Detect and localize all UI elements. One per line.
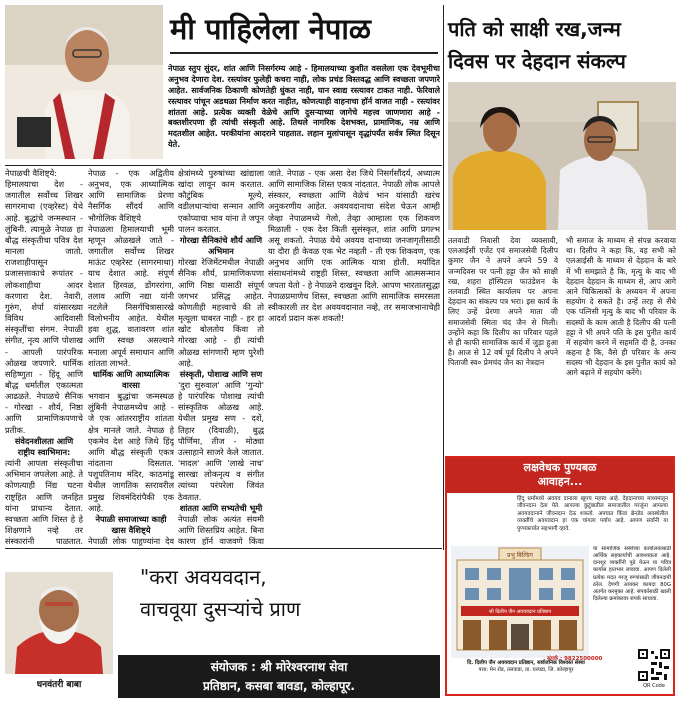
ad-footer (451, 660, 601, 674)
building-illustration (451, 546, 589, 658)
article1-col2-subhead-1: धार्मिक आणि आध्यात्मिक वारसा (92, 368, 170, 390)
baba-photo (5, 572, 113, 674)
article2-headline-line2: दिवस पर देहदान संकल्प (448, 49, 626, 73)
couple-photo (448, 82, 676, 230)
article1-col3-subhead-1: गोरखा सैनिकांचे शौर्य आणि अभिमान (179, 234, 263, 257)
article1-col3-text-c: 'दुरा सुरुवाल' आणि 'गुन्यो' हे पारंपरिक पोशाख त्यांची सांस्कृतिक ओळख आहे. येथील प्रमुख सण - दशें, तिहार (दिवाळी), बुद्ध पौर्णिमा, तीज - मोठ्या उत्साहाने साजरे केले जातात. 'मादल' आणि 'लाखे नाच' सारखा लोकनृत्य व संगीत त्यांच्या परंपरेला जिवंत ठेवतात. (178, 379, 264, 502)
article1-col3-subhead-2: संस्कृती, पोशाख आणि सण (179, 368, 263, 379)
qr-label: QR Code (643, 683, 665, 689)
qr-code-icon (637, 648, 671, 682)
ad-title-line1: लक्षवेधक पुण्यबळ (523, 461, 597, 474)
article2-col1: तलवाडी निवासी देवा व्यवसायी, एलआईसी एजेंट एवं समाजसेवी दिलीप कुमार जैन ने अपने अपने 59 वे जन्मदिवस पर पत्नी हट्टा जैन को साक्षी रख, शहरा हॉस्पिटल फाउंडेशन के तलवाडी स्थित कार्यालय पर अपना देहदान का संकल्प पत्र भरा। इस कार्य के लिए उन्हें प्रेरणा अपने माता जी समाजसेवी स्मिता चंद जैन से मिली। उन्होंने कहा कि दिलीप का परिवार पहले से ही काफी सामाजिक कार्य में जुड़ा हुआ है। आज से 12 वर्ष पूर्व दिलीप ने अपने पिताजी स्व० प्रेमचंद जैन का नेत्रदान (448, 236, 558, 368)
quote-top-rule (5, 548, 442, 549)
ad-body-1: हिंदू धर्मामध्ये अवयव दानाला खूपच महत्त्व आहे. देहदानाच्या माध्यमातून जीवनदान देता येते. आपल्या कुटुंबातील समाजातील गरजूंना आपल्या अवयवदानाने जीवनदान देऊ शकतो. अपघात किंवा ब्रेनडेड अवस्थेतील व्यक्तींचे अवयवदान हा एक चांगला पर्याय आहे. आपण सर्वांनी या पुण्यकार्यात सहभागी व्हावे. (517, 496, 668, 532)
baba-portrait (5, 572, 113, 674)
article1-col1 (5, 168, 83, 546)
speaker-portrait (5, 5, 163, 159)
couple-image (448, 82, 676, 230)
organizer-line1: संयोजक : श्री मोरेश्वरनाथ सेवा (210, 660, 348, 674)
article1-col2 (88, 168, 174, 546)
building-sign: प्रभु बिल्डिंग (507, 552, 533, 559)
article1-col2-text: नेपाळ - एक अद्वितीय अनुभव, एक आध्यात्मिक आणि सामाजिक प्रेरणा नैसर्गिक सौंदर्य आणि भौगोलिक वैशिष्ट्ये नेपाळला हिमालयाची भूमी म्हणून ओळखले जाते - जगातील सर्वोच्च शिखर माऊंट एव्हरेस्ट (सागरमाथा) याच देशात आहे. संपूर्ण देशात हिरवळ, डोंगररांगा, तलाव आणि नद्या यांनी नटलेले निसर्गचित्रासारखे विलोभनीय आहेत. येथील हवा शुद्ध, वातावरण शांत आणि स्वच्छ असल्याने मनाला अपूर्व समाधान आणि शांतता लाभते. (88, 168, 174, 368)
article1-col2-text-c: नेपाळी लोक पाहुण्यांना देव (88, 536, 174, 546)
building-banner: श्री दिलीप जैन अवयवदान प्रतिष्ठान (488, 609, 552, 615)
article1-col1-subhead: संवेदनशीलता आणि राष्ट्रीय स्वाभिमान: (14, 435, 74, 457)
article1-col1-text-b: त्यांनी आपला संस्कृतीचा अभिमान जपलेला आहे. ते कोणत्याही निंद्य घटना राष्ट्रहित आणि जनहित यांना प्राधान्य देतात. स्वच्छता आणि शिस्त हे हे शिक्षणाने नव्हे तर संस्कारांनी पाळतात. (5, 458, 83, 546)
donation-ad (445, 456, 675, 696)
ad-footer-line1: दि. दिलीप जैन अवयवदान प्रतिष्ठान, सार्वजनिक विश्वस्त संस्था (467, 660, 585, 666)
column-divider (5, 165, 442, 166)
baba-caption: धनवंतरी बाबा (36, 680, 82, 690)
ad-header (447, 458, 673, 493)
article1-col4: जाते. नेपाळ - एक असा देश जिथे निसर्गसौंदर्य, अध्यात्म आणि सामाजिक शिस्त एकत्र नांदतात. नेपाळी लोक आपले संस्कार, स्वच्छता आणि वेळेचं भान यांसाठी खरंच अनुकरणीय आहेत. अवयवदानाचा संदेश घेऊन आम्ही जेव्हा नेपाळमध्ये गेलो, तेव्हा आम्हाला एक शिकवण मिळाली - एक देश किती सुसंस्कृत, शांत आणि प्रगल्भ असू शकतो. नेपाळ येथे अवयव दानाच्या जनजागृतीसाठी या दौरा ही केवळ एक भेट नव्हती - ती एक शिकवण, एक अनुभव आणि एक आत्मिक यात्रा होती. मर्यादित संसाधनांमध्ये राष्ट्रही शिस्त, स्वच्छता आणि आत्मसन्मान जपता येतो - हे नेपाळने दाखवून दिले. आपण भारतातसुद्धा नेपाळप्रमाणेच शिस्त, स्वच्छता आणि सामाजिक समरसता स्वीकारली तर देश अवयवदानात नव्हे, तर समाजभानाचेही आदर्श प्रदान करू शकतो! (268, 168, 440, 324)
article1-col3-text: क्षेत्रांमध्ये पुरुषांच्या खांद्याला खांदा लावून काम करतात. कौटुंबिक मूल्ये, वडीलधाऱ्यांचा सन्मान आणि एकोप्याचा भाव यांना ते जपून पालन करतात. (178, 168, 264, 234)
quote-line2: वाचवूया दुसऱ्यांचे प्राण (140, 597, 301, 621)
article1-col3-text-d: नेपाळी लोक अत्यंत संयमी आणि शिस्तप्रिय आहेत. बिना कारण हॉर्न वाजवणे किंवा (178, 513, 264, 546)
quote-line1: "करा अवयवदान, (140, 565, 267, 589)
ad-phone: संपर्क : 9822500000 (547, 656, 603, 662)
article1-headline: मी पाहिलेला नेपाळ (170, 12, 371, 46)
article1-col3-subhead-3: शांतता आणि सभ्यतेची भूमी (179, 502, 263, 513)
ad-title-line2: आवाहन... (537, 475, 583, 488)
article1-col2-subhead-2: नेपाळी समाजाच्या काही खास वैशिष्ट्ये (95, 513, 167, 535)
article1-col2-text-b: भगवान बुद्धांचा जन्मस्थळ लुंबिनी नेपाळमध्येच आहे - जे एक आंतरराष्ट्रीय शांतता क्षेत्र मानले जाते. नेपाळ हे एकमेव देश आहे जिथे हिंदू आणि बौद्ध संस्कृती एकत्र नांदताना दिसतात. पशुपतिनाथ मंदिर, काठमांडू येथील जागतिक स्तरावरील प्रमुख शिवमंदिरांपैकी एक आहे. (88, 391, 174, 513)
headline-underline (170, 52, 438, 54)
article1-lede: नेपाळ स्तुप सुंदर, शांत आणि निसर्गरम्य आहे - हिमालयाच्या कुशीत वसलेला एक देवभूमीचा अनुभव देणारा देश. रस्त्यांवर फुलेही कचरा नाही, लोक प्रचंड विस्तवद्ध आणि स्वच्छता जपणारे आहेत. सार्वजनिक ठिकाणी कोणतेही धुंकत नाही, घान स्वाद्य रस्त्यावर टाकत नाही. फेरिवाले रस्त्यावर पांचून अडथळा निर्माण करत नाहीत, कोणत्याही वाहनाचा हॉर्न वाजत नाही - रस्त्यांवर शांतता आहे. प्रत्येक व्यक्ती वेळेचे आणि दुसऱ्याच्या जागेचे महत्त्व जाणणारा आहे - बक्तशीरपणा ही त्यांची संस्कृती आहे. तिथले नागरिक देशभक्त, प्रामाणिक, नम्र आणि मदतशील आहेत. परकीयांना आदराने पाहतात. लहान मुलांपासून वृद्धांपर्यंत सर्वत्र स्मित दिसून येते. (168, 64, 440, 150)
article1-col1-text: नेपाळची वैशिष्ट्ये: हिमालयाचा देश - जगातील सर्वोच्च शिखर सागरमाथा (एव्हरेस्ट) येथे आहे. बुद्धांचे जन्मस्थान - लुंबिनी. त्यामुळे नेपाळ हा बौद्ध संस्कृतीचा पवित्र देश मानला जातो. राजशाहीपासून प्रजासत्ताकाचे रूपांतर - लोकशाहीचा आदर करणारा देश. नेवारी, गुरुंग, शेर्पा यांसारख्या विविध आदिवासी संस्कृतींचा संगम. नेपाळी संगीत, नृत्य आणि पोशाख - आपली पारंपरिक ओळख जपणारे. धार्मिक सहिष्णुता - हिंदू आणि बौद्ध धर्मातील एकात्मता आढळते. नेपाळचे सैनिक - गोरखा - शौर्य, निष्ठा आणि प्रामाणिकपणाचे प्रतीक. (5, 168, 83, 435)
ad-footer-line2: पत्ता: मेन रोड, तलवाडा, ता. घरघडा, जि. कोल्हापूर (478, 666, 574, 673)
article1-col3-text-b: गोरखा रेजिमेंटमधील नेपाळी सैनिक शौर्य, प्रामाणिकपणा आणि निष्ठा यासाठी संपूर्ण जगभर प्रसिद्ध आहेत. कोणतीही महत्त्वाचे की तो मृत्यूला घाबरत नाही - हर हा खोट बोलतोय किंवा तो गोरखा आहे - ही त्यांची ओळख सांगणारी म्हण पुरेशी आहे. (178, 257, 264, 368)
speaker-photo (5, 5, 163, 159)
article2-headline-line1: पति को साक्षी रख,जन्म (448, 17, 621, 41)
organizer-banner (118, 655, 440, 698)
article2-col2: भी समाज के माध्यम से संपन्न करवाया था। दिलीप ने कहा कि, वह सभी को एलआईसी के माध्यम से देहदान के बारे में भी समझाते है कि, मृत्यु के बाद भी देहदान देहदान के माध्यम से, आप आगे आने चिकित्सकों के अध्ययन में अपना सहयोग दे सकते है। उन्हें तरह से सैंधे एक पत्निसी मृत्यु के बाद भी परिवार के सदस्यों के काम आती है दिलीप की पत्नी हट्टा ने भी अपने पति के इस पुनीत कार्य में सहयोग करने में सहमति दी है, उनका कहना है कि, वैसे ही परिवार के अन्य सदस्य भी देहदान के इस पुनीत कार्य को आगे बढ़ाने में सहयोग करेंगे। (566, 236, 676, 378)
organizer-line2: प्रतिष्ठान, कसबा बावडा, कोल्हापूर. (203, 679, 355, 693)
article1-col3 (178, 168, 264, 546)
vertical-divider (443, 5, 444, 550)
ad-body-2: या सामाजिक संस्थेच्या कार्यालयासाठी आर्थिक सहकार्याची आवश्यकता आहे. दानशूर व्यक्तींनी पुढे येऊन या पवित्र कार्यास हातभार लावावा. आपण दिलेली प्रत्येक मदत गरजू रुग्णांसाठी जीवनदायी ठरेल. देणगी आयकर कायदा 80G अंतर्गत करमुक्त आहे. संपर्कासाठी खाली दिलेल्या क्रमांकावर संपर्क साधावा. (593, 546, 671, 602)
